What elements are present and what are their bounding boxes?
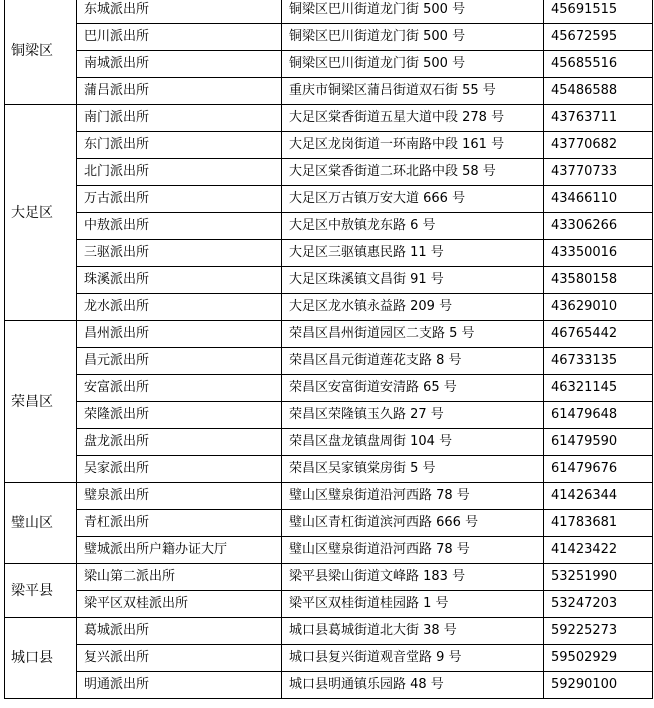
phone-cell: 59225273 (544, 618, 653, 645)
table-row (5, 159, 653, 186)
phone-cell: 45672595 (544, 24, 653, 51)
table-row (5, 213, 653, 240)
address-cell: 大足区龙水镇永益路 209 号 (282, 294, 544, 321)
address-cell: 重庆市铜梁区蒲吕街道双石街 55 号 (282, 78, 544, 105)
table-row (5, 510, 653, 537)
district-cell: 铜梁区 (5, 0, 77, 105)
phone-cell: 53247203 (544, 591, 653, 618)
phone-cell: 45685516 (544, 51, 653, 78)
address-cell: 城口县复兴街道观音堂路 9 号 (282, 645, 544, 672)
table-row (5, 645, 653, 672)
station-name-cell: 万古派出所 (77, 186, 282, 213)
station-name-cell: 璧泉派出所 (77, 483, 282, 510)
address-cell: 璧山区璧泉街道沿河西路 78 号 (282, 537, 544, 564)
phone-cell: 43770682 (544, 132, 653, 159)
phone-cell: 59502929 (544, 645, 653, 672)
table-row (5, 105, 653, 132)
district-cell: 璧山区 (5, 483, 77, 564)
phone-cell: 41426344 (544, 483, 653, 510)
station-name-cell: 璧城派出所户籍办证大厅 (77, 537, 282, 564)
phone-cell: 45691515 (544, 0, 653, 24)
table-row (5, 24, 653, 51)
table-row (5, 564, 653, 591)
station-name-cell: 北门派出所 (77, 159, 282, 186)
address-cell: 大足区龙岗街道一环南路中段 161 号 (282, 132, 544, 159)
phone-cell: 46733135 (544, 348, 653, 375)
phone-cell: 46321145 (544, 375, 653, 402)
address-cell: 荣昌区盘龙镇盘周街 104 号 (282, 429, 544, 456)
table-row (5, 591, 653, 618)
address-cell: 荣昌区安富街道安清路 65 号 (282, 375, 544, 402)
address-cell: 梁平区双桂街道桂园路 1 号 (282, 591, 544, 618)
phone-cell: 61479648 (544, 402, 653, 429)
station-name-cell: 东城派出所 (77, 0, 282, 24)
address-cell: 大足区三驱镇惠民路 11 号 (282, 240, 544, 267)
table-row (5, 0, 653, 24)
station-name-cell: 吴家派出所 (77, 456, 282, 483)
district-cell: 城口县 (5, 618, 77, 699)
phone-cell: 53251990 (544, 564, 653, 591)
address-cell: 荣昌区昌元街道莲花支路 8 号 (282, 348, 544, 375)
table-row (5, 672, 653, 699)
address-cell: 璧山区青杠街道滨河西路 666 号 (282, 510, 544, 537)
station-name-cell: 南门派出所 (77, 105, 282, 132)
table-row (5, 348, 653, 375)
station-name-cell: 葛城派出所 (77, 618, 282, 645)
table-row (5, 402, 653, 429)
phone-cell: 43350016 (544, 240, 653, 267)
address-cell: 大足区棠香街道二环北路中段 58 号 (282, 159, 544, 186)
phone-cell: 43580158 (544, 267, 653, 294)
address-cell: 大足区万古镇万安大道 666 号 (282, 186, 544, 213)
station-name-cell: 荣隆派出所 (77, 402, 282, 429)
district-cell: 梁平县 (5, 564, 77, 618)
station-name-cell: 盘龙派出所 (77, 429, 282, 456)
phone-cell: 45486588 (544, 78, 653, 105)
address-cell: 大足区珠溪镇文昌街 91 号 (282, 267, 544, 294)
table-body (5, 0, 653, 699)
address-cell: 大足区中敖镇龙东路 6 号 (282, 213, 544, 240)
district-cell: 荣昌区 (5, 321, 77, 483)
phone-cell: 43306266 (544, 213, 653, 240)
table-row (5, 132, 653, 159)
station-name-cell: 明通派出所 (77, 672, 282, 699)
table-row (5, 321, 653, 348)
phone-cell: 43629010 (544, 294, 653, 321)
address-cell: 城口县葛城街道北大街 38 号 (282, 618, 544, 645)
station-name-cell: 南城派出所 (77, 51, 282, 78)
station-name-cell: 梁平区双桂派出所 (77, 591, 282, 618)
table-row (5, 456, 653, 483)
phone-cell: 41423422 (544, 537, 653, 564)
table-row (5, 240, 653, 267)
address-cell: 铜梁区巴川街道龙门街 500 号 (282, 51, 544, 78)
station-name-cell: 蒲吕派出所 (77, 78, 282, 105)
address-cell: 铜梁区巴川街道龙门街 500 号 (282, 24, 544, 51)
address-cell: 铜梁区巴川街道龙门街 500 号 (282, 0, 544, 24)
address-cell: 荣昌区荣隆镇玉久路 27 号 (282, 402, 544, 429)
table-row (5, 51, 653, 78)
station-name-cell: 梁山第二派出所 (77, 564, 282, 591)
table-row (5, 429, 653, 456)
table-row (5, 375, 653, 402)
station-name-cell: 东门派出所 (77, 132, 282, 159)
table-row (5, 537, 653, 564)
address-cell: 大足区棠香街道五星大道中段 278 号 (282, 105, 544, 132)
phone-cell: 61479676 (544, 456, 653, 483)
phone-cell: 61479590 (544, 429, 653, 456)
phone-cell: 41783681 (544, 510, 653, 537)
address-cell: 荣昌区吴家镇棠房街 5 号 (282, 456, 544, 483)
station-name-cell: 中敖派出所 (77, 213, 282, 240)
district-cell: 大足区 (5, 105, 77, 321)
station-name-cell: 昌元派出所 (77, 348, 282, 375)
table-row (5, 618, 653, 645)
phone-cell: 43770733 (544, 159, 653, 186)
phone-cell: 59290100 (544, 672, 653, 699)
station-name-cell: 安富派出所 (77, 375, 282, 402)
station-name-cell: 昌州派出所 (77, 321, 282, 348)
address-cell: 梁平县梁山街道文峰路 183 号 (282, 564, 544, 591)
table-row (5, 267, 653, 294)
address-cell: 城口县明通镇乐园路 48 号 (282, 672, 544, 699)
station-name-cell: 龙水派出所 (77, 294, 282, 321)
address-cell: 荣昌区昌州街道园区二支路 5 号 (282, 321, 544, 348)
table-row (5, 294, 653, 321)
phone-cell: 46765442 (544, 321, 653, 348)
phone-cell: 43466110 (544, 186, 653, 213)
station-name-cell: 复兴派出所 (77, 645, 282, 672)
table-row (5, 78, 653, 105)
station-name-cell: 三驱派出所 (77, 240, 282, 267)
address-cell: 璧山区璧泉街道沿河西路 78 号 (282, 483, 544, 510)
phone-cell: 43763711 (544, 105, 653, 132)
police-station-table (4, 0, 653, 699)
station-name-cell: 珠溪派出所 (77, 267, 282, 294)
station-name-cell: 青杠派出所 (77, 510, 282, 537)
station-name-cell: 巴川派出所 (77, 24, 282, 51)
table-row (5, 483, 653, 510)
table-row (5, 186, 653, 213)
